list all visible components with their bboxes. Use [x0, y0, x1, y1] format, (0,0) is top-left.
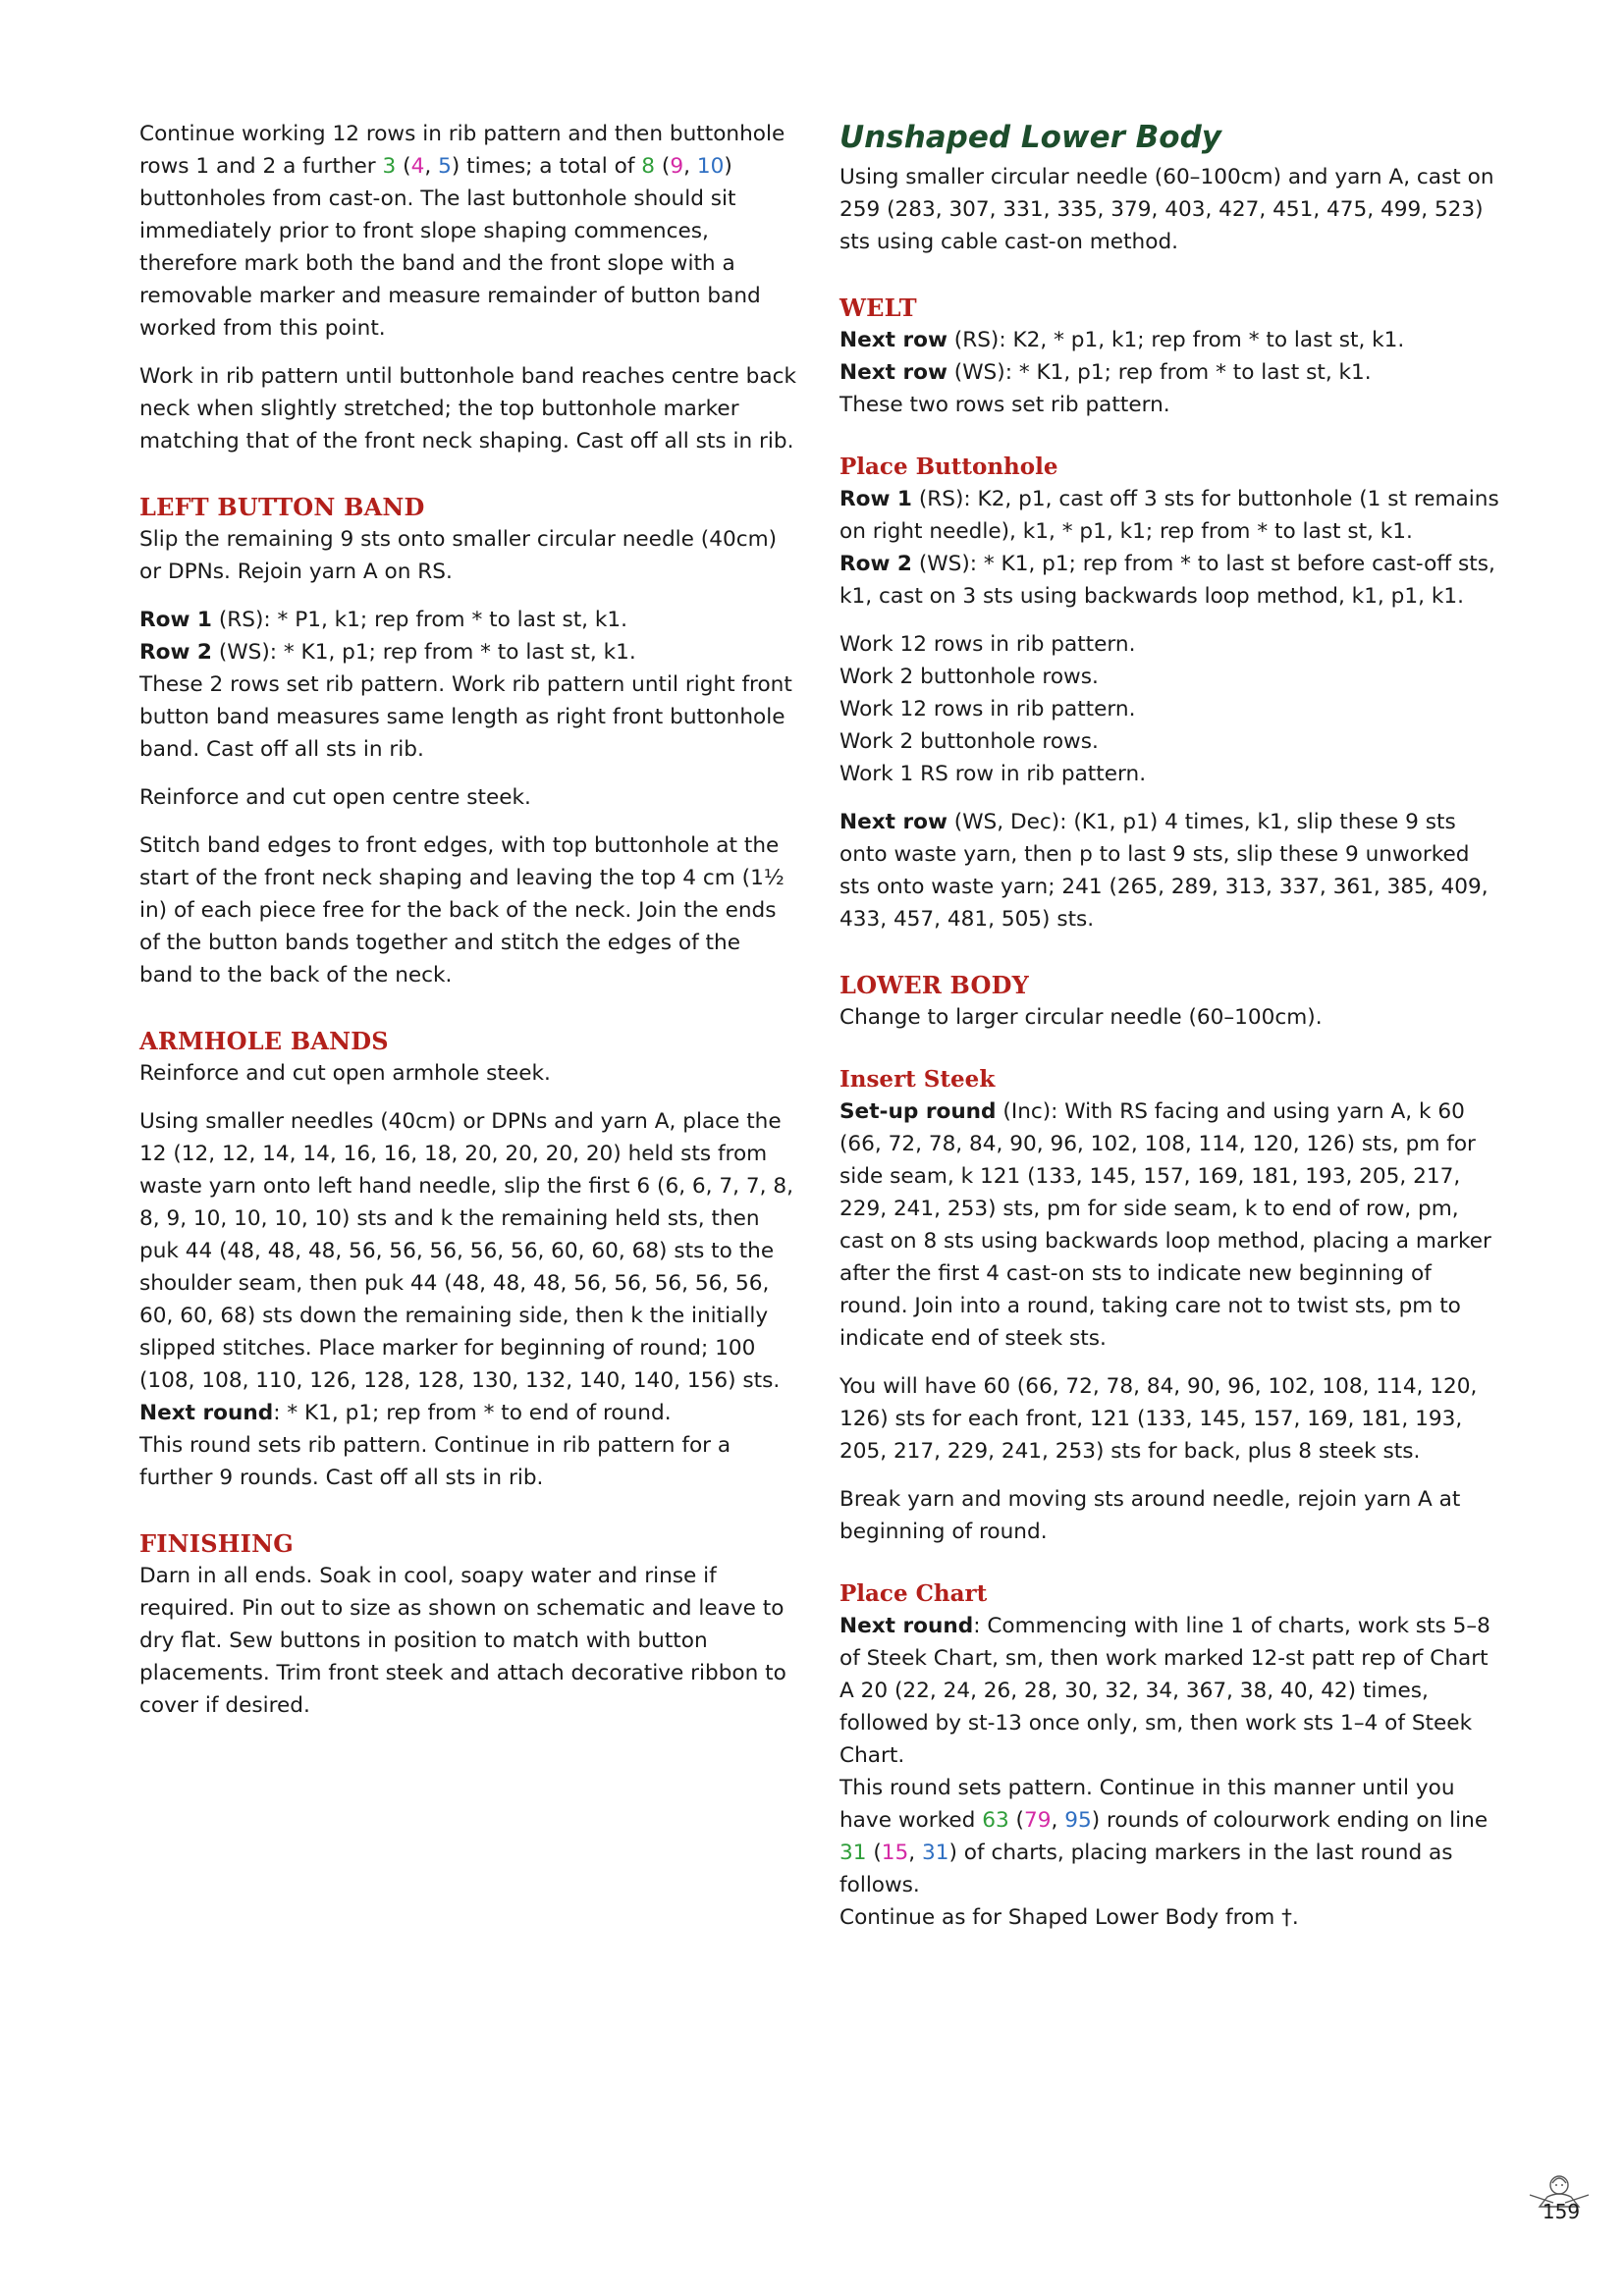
section-heading-finishing: FINISHING: [139, 1529, 294, 1558]
list-item: Work 12 rows in rib pattern.: [839, 632, 1136, 657]
paragraph: Reinforce and cut open armhole steek.: [139, 1061, 551, 1086]
rib-pattern-paragraph: Work in rib pattern until buttonhole band reaches centre back neck when slightly stretched; the top buttonhole marker matching that of the front neck shaping. Cast off all sts in rib.: [139, 364, 796, 454]
row-instruction: Set-up round (Inc): With RS facing and using yarn A, k 60 (66, 72, 78, 84, 90, 96, 102, 108, 114, 120, 126) sts, pm for side seam, k 121 (133, 145, 157, 169, 181, 193, 205, 217, 229, 241, 253) sts, pm for side seam, k to end of row, pm, cast on 8 sts using backwards loop method, placing a marker after the first 4 cast-on sts to indicate new beginning of round. Join into a round, taking care not to twist sts, pm to indicate end of steek sts.: [839, 1099, 1491, 1351]
paragraph: These 2 rows set rib pattern. Work rib pattern until right front button band measures same length as right front buttonhole band. Cast off all sts in rib.: [139, 672, 792, 762]
paragraph: These two rows set rib pattern.: [839, 393, 1170, 417]
size-1-value: 8: [641, 154, 656, 179]
size-2-value: 79: [1023, 1808, 1052, 1833]
paragraph: Stitch band edges to front edges, with top buttonhole at the start of the front neck shaping and leaving the top 4 cm (1½ in) of each piece free for the back of the neck. Join the ends of the button bands together and stitch the edges of the band to the back of the neck.: [139, 833, 785, 988]
list-item: Work 12 rows in rib pattern.: [839, 697, 1136, 721]
paragraph: This round sets pattern. Continue in this manner until you have worked 63 (79, 95) rounds of colourwork ending on line 31 (15, 31) of charts, placing markers in the last round as follows.: [839, 1776, 1489, 1897]
right-column: [839, 118, 1499, 1949]
paragraph: Darn in all ends. Soak in cool, soapy water and rinse if required. Pin out to size as shown on schematic and leave to dry flat. Sew buttons in position to match with button placements. Trim front steek and attach decorative ribbon to cover if desired.: [139, 1564, 786, 1718]
paragraph: Reinforce and cut open centre steek.: [139, 785, 531, 810]
row-instruction: Row 2 (WS): * K1, p1; rep from * to last st before cast-off sts, k1, cast on 3 sts using backwards loop method, k1, p1, k1.: [839, 552, 1495, 609]
paragraph: This round sets rib pattern. Continue in rib pattern for a further 9 rounds. Cast off all sts in rib.: [139, 1433, 731, 1490]
size-3-value: 10: [696, 154, 725, 179]
size-3-value: 31: [922, 1841, 949, 1865]
left-column: [139, 118, 799, 1737]
section-heading-armhole-bands: ARMHOLE BANDS: [139, 1027, 389, 1055]
section-heading-lower-body: LOWER BODY: [839, 971, 1029, 999]
row-instruction: Row 1 (RS): K2, p1, cast off 3 sts for buttonhole (1 st remains on right needle), k1, * p1, k1; rep from * to last st, k1.: [839, 487, 1499, 544]
subheading-insert-steek: Insert Steek: [839, 1066, 996, 1093]
size-3-value: 95: [1064, 1808, 1092, 1833]
size-2-value: 4: [410, 154, 425, 179]
size-1-value: 63: [982, 1808, 1009, 1833]
paragraph: Continue as for Shaped Lower Body from †.: [839, 1905, 1299, 1930]
row-instruction: Row 1 (RS): * P1, k1; rep from * to last st, k1.: [139, 608, 628, 632]
row-instruction: Next row (WS): * K1, p1; rep from * to last st, k1.: [839, 360, 1372, 385]
row-instruction: Next row (WS, Dec): (K1, p1) 4 times, k1, slip these 9 sts onto waste yarn, then p to last 9 sts, slip these 9 unworked sts onto waste yarn; 241 (265, 289, 313, 337, 361, 385, 409, 433, 457, 481, 505) sts.: [839, 810, 1489, 932]
row-instruction: Next round: Commencing with line 1 of charts, work sts 5–8 of Steek Chart, sm, then work marked 12-st patt rep of Chart A 20 (22, 24, 26, 28, 30, 32, 34, 367, 38, 40, 42) times, followed by st-13 once only, sm, then work sts 1–4 of Steek Chart.: [839, 1614, 1490, 1768]
paragraph: Change to larger circular needle (60–100cm).: [839, 1005, 1323, 1030]
section-heading-welt: WELT: [839, 294, 917, 322]
list-item: Work 2 buttonhole rows.: [839, 665, 1099, 689]
size-1-value: 31: [839, 1841, 867, 1865]
list-item: Work 1 RS row in rib pattern.: [839, 762, 1147, 786]
size-2-value: 15: [881, 1841, 909, 1865]
subheading-place-chart: Place Chart: [839, 1580, 988, 1607]
paragraph: Using smaller circular needle (60–100cm) and yarn A, cast on 259 (283, 307, 331, 335, 379, 403, 427, 451, 475, 499, 523) sts using cable cast-on method.: [839, 165, 1494, 254]
row-instruction: Next round: * K1, p1; rep from * to end of round.: [139, 1401, 672, 1425]
work-sequence-list: [839, 628, 1499, 790]
size-2-value: 9: [670, 154, 684, 179]
size-1-value: 3: [382, 154, 397, 179]
paragraph: You will have 60 (66, 72, 78, 84, 90, 96, 102, 108, 114, 120, 126) sts for each front, 121 (133, 145, 157, 169, 181, 193, 205, 217, 229, 241, 253) sts for back, plus 8 steek sts.: [839, 1374, 1478, 1464]
section-title-unshaped-lower-body: Unshaped Lower Body: [839, 120, 1221, 155]
page-number: 159: [1542, 2200, 1581, 2223]
paragraph: Break yarn and moving sts around needle, rejoin yarn A at beginning of round.: [839, 1487, 1461, 1544]
list-item: Work 2 buttonhole rows.: [839, 729, 1099, 754]
size-3-value: 5: [438, 154, 452, 179]
row-instruction: Row 2 (WS): * K1, p1; rep from * to last st, k1.: [139, 640, 636, 665]
buttonhole-continue-paragraph: Continue working 12 rows in rib pattern and then buttonhole rows 1 and 2 a further 3 (4, 5) times; a total of 8 (9, 10) buttonholes from cast-on. The last buttonhole should sit immediately prior to front slope shaping commences, therefore mark both the band and the front slope with a removable marker and measure remainder of button band worked from this point.: [139, 122, 785, 341]
subheading-place-buttonhole: Place Buttonhole: [839, 454, 1058, 480]
paragraph: Using smaller needles (40cm) or DPNs and yarn A, place the 12 (12, 12, 14, 14, 16, 16, 18, 20, 20, 20, 20) held sts from waste yarn onto left hand needle, slip the first 6 (6, 6, 7, 7, 8, 8, 9, 10, 10, 10, 10) sts and k the remaining held sts, then puk 44 (48, 48, 48, 56, 56, 56, 56, 56, 60, 60, 68) sts to the shoulder seam, then puk 44 (48, 48, 48, 56, 56, 56, 56, 56, 60, 60, 68) sts down the remaining side, then k the initially slipped stitches. Place marker for beginning of round; 100 (108, 108, 110, 126, 128, 128, 130, 132, 140, 140, 156) sts.: [139, 1109, 793, 1393]
row-instruction: Next row (RS): K2, * p1, k1; rep from * to last st, k1.: [839, 328, 1405, 352]
section-heading-left-button-band: LEFT BUTTON BAND: [139, 493, 425, 521]
paragraph: Slip the remaining 9 sts onto smaller circular needle (40cm) or DPNs. Rejoin yarn A on RS.: [139, 527, 778, 584]
